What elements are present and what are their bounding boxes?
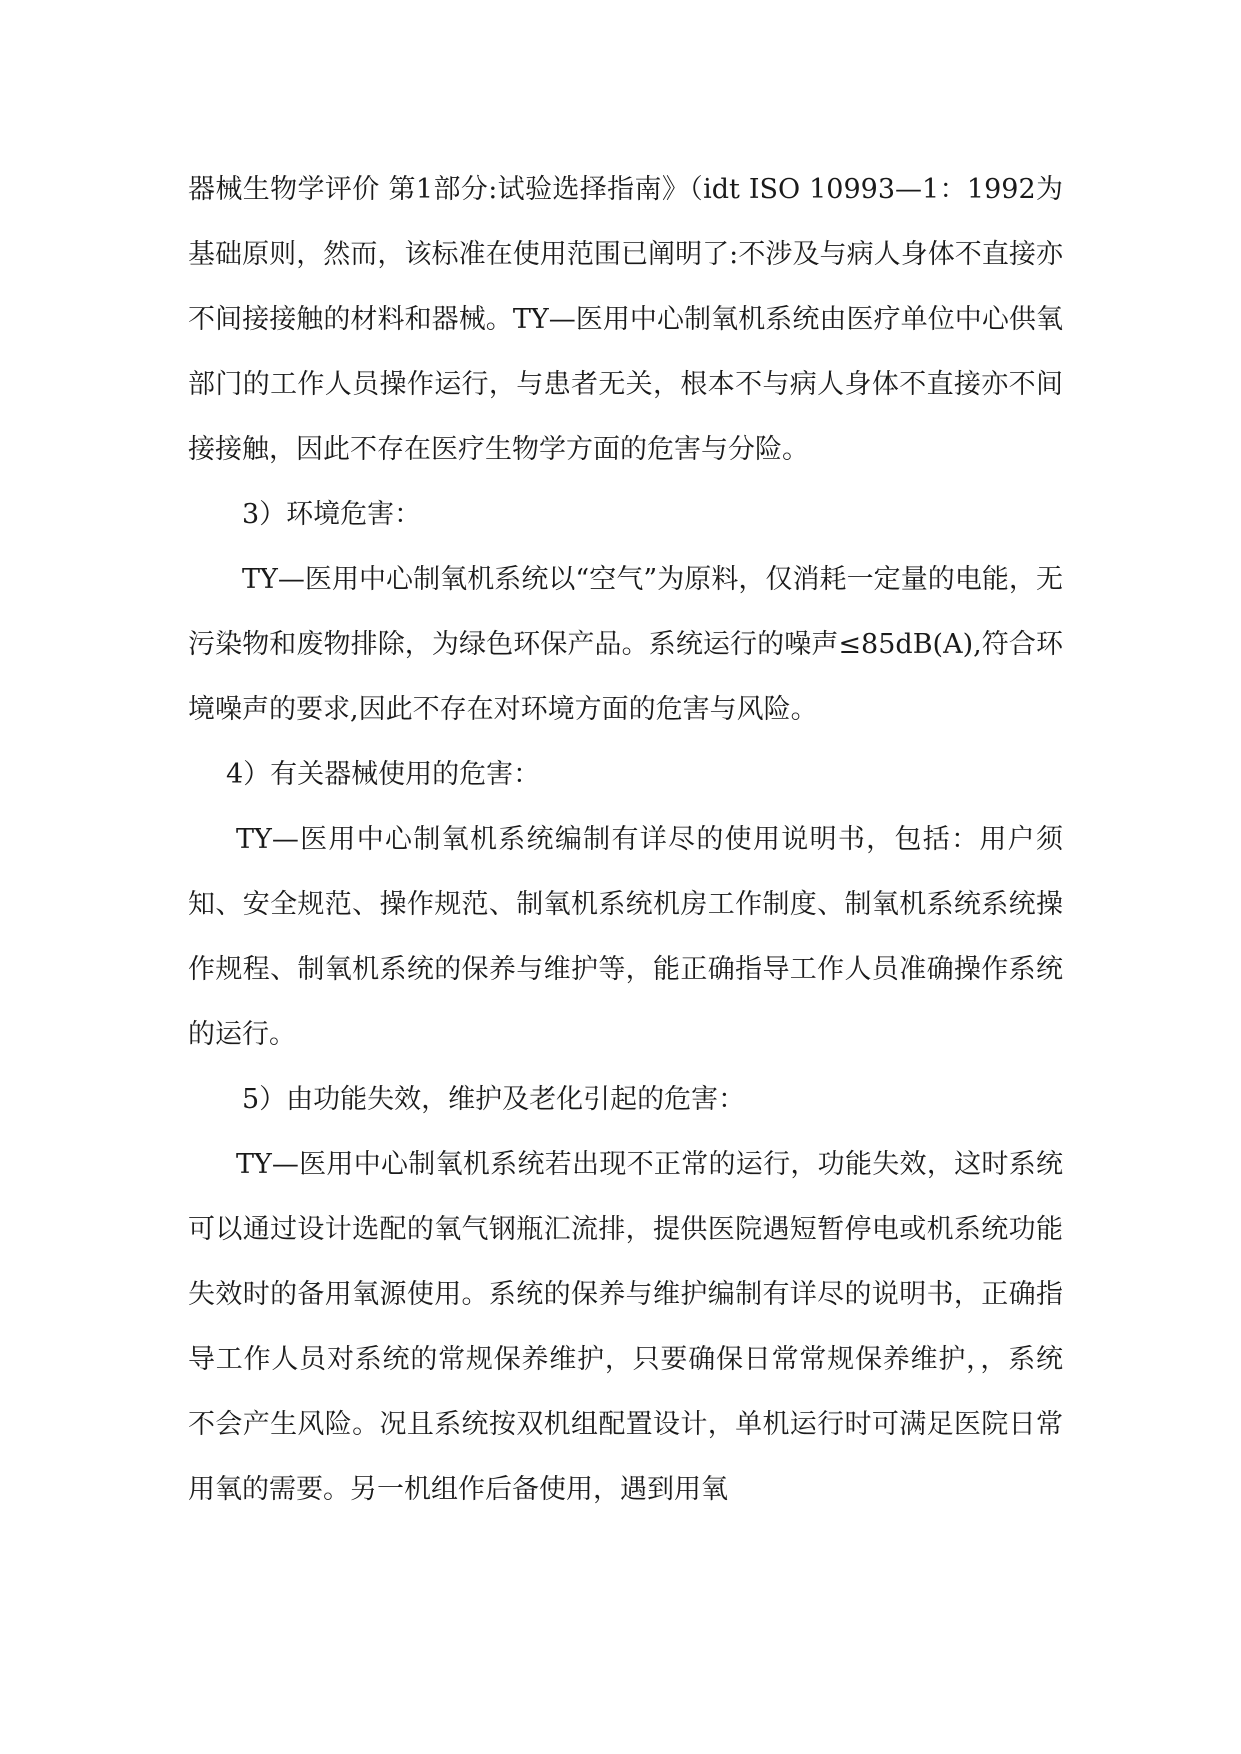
paragraph-failure-maintenance-hazard: TY—医用中心制氧机系统若出现不正常的运行，功能失效，这时系统可以通过设计选配的氧气钢瓶汇流排，提供医院遇短暂停电或机系统功能失效时的备用氧源使用。系统的保养与维护编制有详尽的说明书，正确指导工作人员对系统的常规保养维护，只要确保日常常规保养维护，，系统不会产生风险。况且系统按双机组配置设计，单机运行时可满足医院日常用氧的需要。另一机组作后备使用，遇到用氧 xyxy=(188,1149,1063,1505)
paragraph-biological-evaluation: 器械生物学评价 第1部分:试验选择指南》（idt ISO 10993—1：1992为基础原则，然而，该标准在使用范围已阐明了:不涉及与病人身体不直接亦不间接接触的材料和器械。TY—医用中心制氧机系统由医疗单位中心供氧部门的工作人员操作运行，与患者无关，根本不与病人身体不直接亦不间接接触，因此不存在医疗生物学方面的危害与分险。 xyxy=(188,174,1063,465)
heading-environmental-hazard: 3）环境危害： xyxy=(242,499,422,530)
document-body xyxy=(188,157,1063,1522)
heading-failure-maintenance-hazard: 5）由功能失效，维护及老化引起的危害： xyxy=(242,1084,746,1115)
paragraph-environmental-hazard: TY—医用中心制氧机系统以“空气”为原料，仅消耗一定量的电能，无污染物和废物排除，为绿色环保产品。系统运行的噪声≤85dB(A),符合环境噪声的要求,因此不存在对环境方面的危害与风险。 xyxy=(188,564,1063,725)
heading-device-use-hazard: 4）有关器械使用的危害： xyxy=(226,759,541,790)
paragraph-device-use-hazard: TY—医用中心制氧机系统编制有详尽的使用说明书，包括：用户须知、安全规范、操作规范、制氧机系统机房工作制度、制氧机系统系统操作规程、制氧机系统的保养与维护等，能正确指导工作人员准确操作系统的运行。 xyxy=(188,824,1063,1050)
